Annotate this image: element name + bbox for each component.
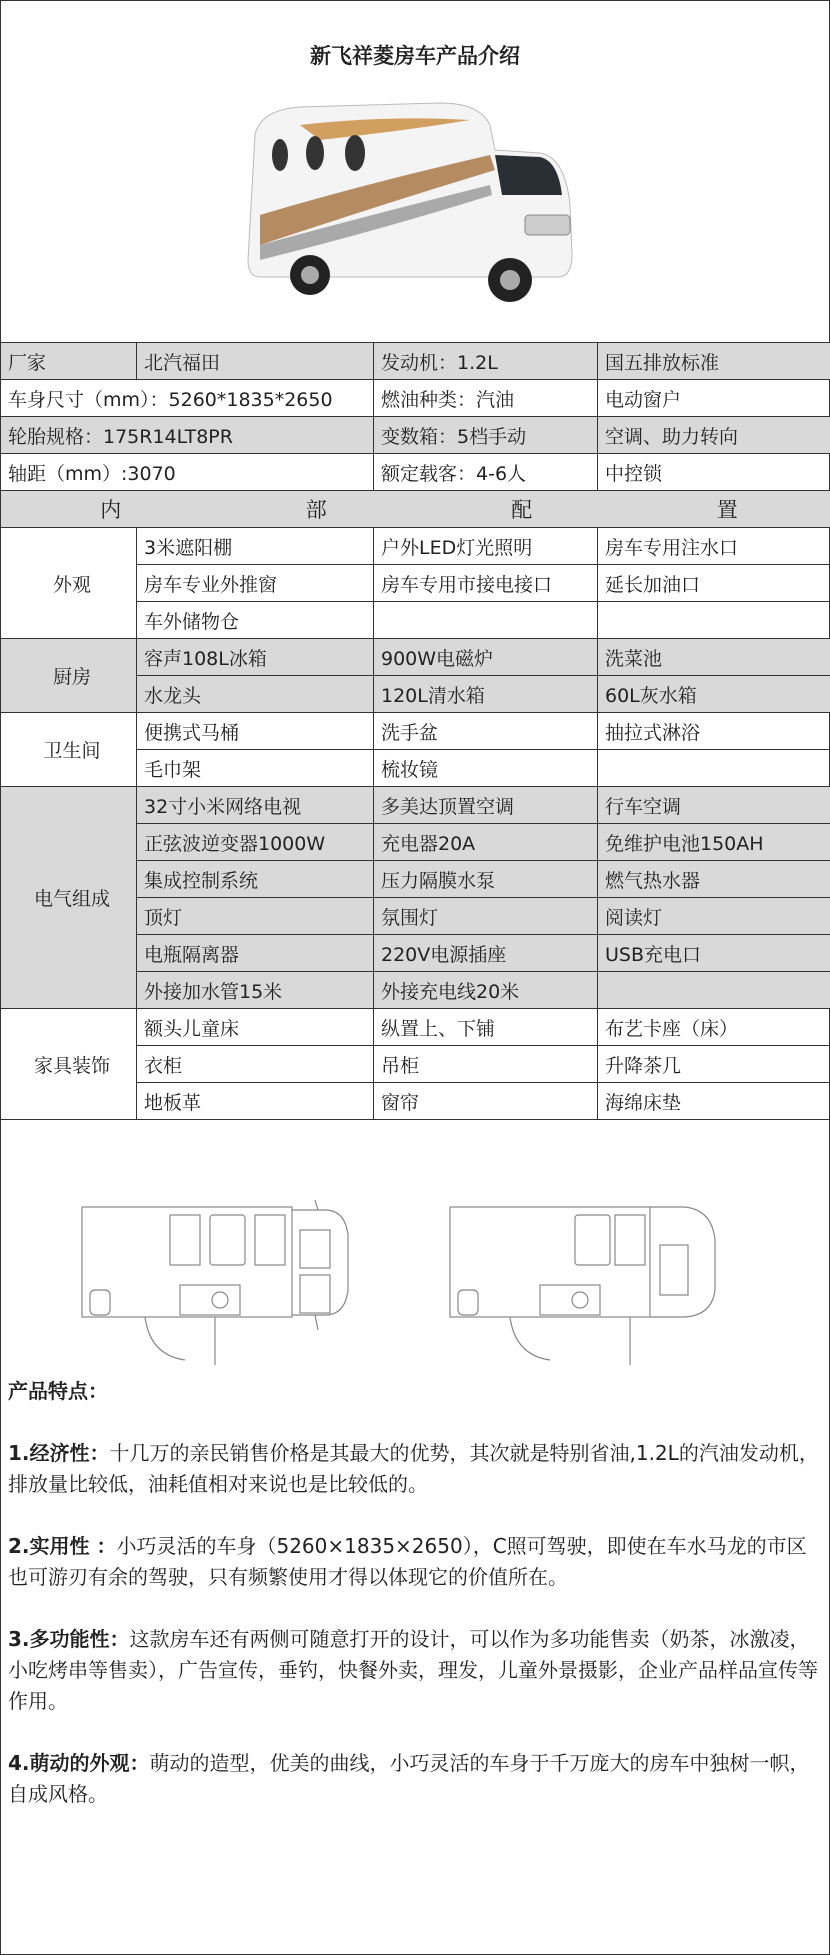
config-header <box>1 491 830 528</box>
config-cell <box>598 602 830 639</box>
spec-row <box>1 417 830 454</box>
config-cell: 220V电源插座 <box>374 935 598 972</box>
page-title: 新飞祥菱房车产品介绍 <box>310 43 520 68</box>
config-cell: 900W电磁炉 <box>374 639 598 676</box>
config-header-row <box>1 491 830 528</box>
config-cell: 房车专用市接电接口 <box>374 565 598 602</box>
config-category: 家具装饰 <box>1 1009 137 1120</box>
config-cell: 吊柜 <box>374 1046 598 1083</box>
feature-label: 4.萌动的外观： <box>8 1751 150 1775</box>
config-cell: 衣柜 <box>137 1046 374 1083</box>
config-cell: 60L灰水箱 <box>598 676 830 713</box>
config-cell: 3米遮阳棚 <box>137 528 374 565</box>
config-cell: USB充电口 <box>598 935 830 972</box>
config-cell: 充电器20A <box>374 824 598 861</box>
feature-item <box>8 1438 823 1500</box>
config-cell: 户外LED灯光照明 <box>374 528 598 565</box>
config-cell: 压力隔膜水泵 <box>374 861 598 898</box>
spec-cell: 国五排放标准 <box>598 343 830 380</box>
config-cell: 额头儿童床 <box>137 1009 374 1046</box>
spec-row <box>1 380 830 417</box>
config-cell: 电瓶隔离器 <box>137 935 374 972</box>
config-row <box>1 713 830 750</box>
spec-cell: 轮胎规格：175R14LT8PR <box>1 417 374 454</box>
spec-cell: 北汽福田 <box>137 343 374 380</box>
config-category: 卫生间 <box>1 713 137 787</box>
config-cell: 纵置上、下铺 <box>374 1009 598 1046</box>
config-cell <box>598 750 830 787</box>
config-cell: 氛围灯 <box>374 898 598 935</box>
config-cell: 布艺卡座（床） <box>598 1009 830 1046</box>
spec-cell: 中控锁 <box>598 454 830 491</box>
feature-label: 2.实用性 ： <box>8 1534 117 1558</box>
config-cell: 燃气热水器 <box>598 861 830 898</box>
config-cell: 抽拉式淋浴 <box>598 713 830 750</box>
config-cell: 集成控制系统 <box>137 861 374 898</box>
config-cell: 顶灯 <box>137 898 374 935</box>
spec-cell: 厂家 <box>1 343 137 380</box>
spec-table <box>0 342 830 1120</box>
config-cell: 梳妆镜 <box>374 750 598 787</box>
config-cell: 升降茶几 <box>598 1046 830 1083</box>
config-cell: 窗帘 <box>374 1083 598 1120</box>
feature-item <box>8 1624 823 1717</box>
config-cell: 地板革 <box>137 1083 374 1120</box>
config-cell: 行车空调 <box>598 787 830 824</box>
config-row <box>1 1009 830 1046</box>
config-cell: 延长加油口 <box>598 565 830 602</box>
product-features <box>8 1376 823 1841</box>
config-cell: 免维护电池150AH <box>598 824 830 861</box>
config-header-char: 置 <box>716 498 738 522</box>
config-cell: 便携式马桶 <box>137 713 374 750</box>
config-category: 厨房 <box>1 639 137 713</box>
config-cell: 房车专用注水口 <box>598 528 830 565</box>
feature-text: 这款房车还有两侧可随意打开的设计，可以作为多功能售卖（奶茶，冰激凌，小吃烤串等售卖），广告宣传，垂钓，快餐外卖，理发，儿童外景摄影，企业产品样品宣传等作用。 <box>8 1627 818 1713</box>
config-cell: 正弦波逆变器1000W <box>137 824 374 861</box>
config-cell: 水龙头 <box>137 676 374 713</box>
config-cell: 海绵床垫 <box>598 1083 830 1120</box>
feature-text: 小巧灵活的车身（5260×1835×2650），C照可驾驶，即使在车水马龙的市区也可游刃有余的驾驶，只有频繁使用才得以体现它的价值所在。 <box>8 1534 807 1589</box>
config-category: 电气组成 <box>1 787 137 1009</box>
config-cell: 容声108L冰箱 <box>137 639 374 676</box>
spec-row <box>1 343 830 380</box>
config-cell: 外接加水管15米 <box>137 972 374 1009</box>
spec-cell: 轴距（mm）:3070 <box>1 454 374 491</box>
config-cell: 多美达顶置空调 <box>374 787 598 824</box>
config-cell: 洗手盆 <box>374 713 598 750</box>
spec-cell: 电动窗户 <box>598 380 830 417</box>
config-category: 外观 <box>1 528 137 639</box>
spec-cell: 变数箱：5档手动 <box>374 417 598 454</box>
config-row <box>1 787 830 824</box>
config-cell: 外接充电线20米 <box>374 972 598 1009</box>
features-heading: 产品特点： <box>8 1379 108 1403</box>
floor-plan-right <box>440 1195 740 1365</box>
config-cell <box>374 602 598 639</box>
config-header-char: 内 <box>100 498 122 522</box>
feature-label: 3.多功能性： <box>8 1627 130 1651</box>
feature-label: 1.经济性： <box>8 1441 110 1465</box>
spec-cell: 燃油种类：汽油 <box>374 380 598 417</box>
spec-cell: 车身尺寸（mm）：5260*1835*2650 <box>1 380 374 417</box>
config-row <box>1 639 830 676</box>
feature-text: 萌动的造型，优美的曲线，小巧灵活的车身于千万庞大的房车中独树一帜，自成风格。 <box>8 1751 810 1806</box>
config-cell: 120L清水箱 <box>374 676 598 713</box>
spec-cell: 空调、助力转向 <box>598 417 830 454</box>
config-row <box>1 528 830 565</box>
spec-cell: 发动机：1.2L <box>374 343 598 380</box>
config-cell: 32寸小米网络电视 <box>137 787 374 824</box>
rv-photo <box>240 95 580 320</box>
feature-item <box>8 1531 823 1593</box>
spec-row <box>1 454 830 491</box>
config-cell <box>598 972 830 1009</box>
spec-cell: 额定载客：4-6人 <box>374 454 598 491</box>
config-cell: 房车专业外推窗 <box>137 565 374 602</box>
config-cell: 阅读灯 <box>598 898 830 935</box>
config-cell: 毛巾架 <box>137 750 374 787</box>
floor-plan-left <box>70 1195 390 1365</box>
feature-text: 十几万的亲民销售价格是其最大的优势，其次就是特别省油,1.2L的汽油发动机，排放量比较低，油耗值相对来说也是比较低的。 <box>8 1441 819 1496</box>
config-header-char: 配 <box>511 498 533 522</box>
feature-item <box>8 1748 823 1810</box>
config-cell: 洗菜池 <box>598 639 830 676</box>
config-header-char: 部 <box>305 498 327 522</box>
config-cell: 车外储物仓 <box>137 602 374 639</box>
